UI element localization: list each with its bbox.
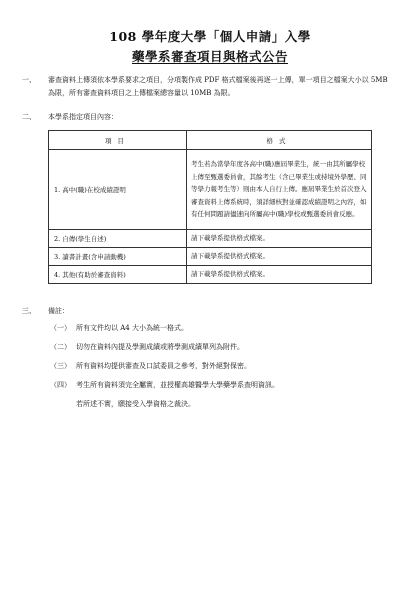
remark-item [50, 322, 188, 335]
format-cell: 考生若為當學年度各高中(職)應屆畢業生，統一由其所屬學校上傳至甄選委員會，其餘考生（含已畢業生或持境外學歷、同等學力報考生等）則由本人自行上傳。應屆畢業生於首次登入審查資料上傳系統時，須詳細核對並確認成績證明之內容，如有任何問題請儘速向所屬高中(職)學校或甄選委員會反應。 [187, 150, 372, 230]
remark-text: 所有文件均以 A4 大小為統一格式。 [76, 324, 188, 332]
section-text: 本學系指定項目內容： [48, 113, 118, 121]
review-items-table [48, 130, 372, 284]
column-header-item: 項目 [49, 131, 187, 150]
section-remarks [22, 305, 69, 318]
item-cell: 3. 讀書計畫(含申請動機) [49, 248, 187, 266]
remark-number: （四） [50, 381, 71, 389]
format-cell: 請下載學系提供格式檔案。 [187, 248, 372, 266]
remark-text: 考生所有資料須完全屬實，並授權高雄醫學大學藥學系查明資訊。 [76, 381, 279, 389]
section-number: 一、 [22, 76, 36, 84]
section-text: 審查資料上傳須依本學系要求之項目，分項製作成 PDF 格式檔案後再逐一上傳，單一項目之檔案大小以 5MB 為限，所有審查資料項目之上傳檔案總容量以 10MB 為限。 [48, 76, 388, 97]
remark-item [50, 341, 244, 354]
table-row [49, 150, 372, 230]
format-cell: 請下載學系提供格式檔案。 [187, 230, 372, 248]
remark-number: （三） [50, 362, 71, 370]
table-header-row [49, 131, 372, 150]
remark-number: （二） [50, 343, 71, 351]
remark-text: 所有資料均提供審查及口試委員之參考，對外絕對保密。 [76, 362, 251, 370]
table-row [49, 248, 372, 266]
department-subtitle: 藥學系審查項目與格式公告 [131, 49, 288, 64]
remark-number: （一） [50, 324, 71, 332]
page-title: 108 學年度大學「個人申請」入學 [109, 29, 311, 44]
section-upload-rules [22, 74, 392, 97]
remark-item [50, 360, 251, 373]
section-specified-items [22, 111, 118, 124]
table-row [49, 266, 372, 284]
remark-item [50, 379, 279, 392]
page-subtitle [0, 47, 420, 65]
format-cell: 請下載學系提供格式檔案。 [187, 266, 372, 284]
section-number: 二、 [22, 113, 36, 121]
table-row [49, 230, 372, 248]
remark-continuation: 若所述不實，願接受入學資格之裁決。 [76, 400, 195, 408]
item-cell: 1. 高中(職)在校成績證明 [49, 150, 187, 230]
remark-text: 切勿在資料內提及學測成績或將學測成績單列為附件。 [76, 343, 244, 351]
column-header-format: 格式 [187, 131, 372, 150]
item-cell: 2. 自傳(學生自述) [49, 230, 187, 248]
section-text: 備註： [48, 307, 69, 315]
section-number: 三、 [22, 307, 36, 315]
item-cell: 4. 其他(有助於審查資料) [49, 266, 187, 284]
